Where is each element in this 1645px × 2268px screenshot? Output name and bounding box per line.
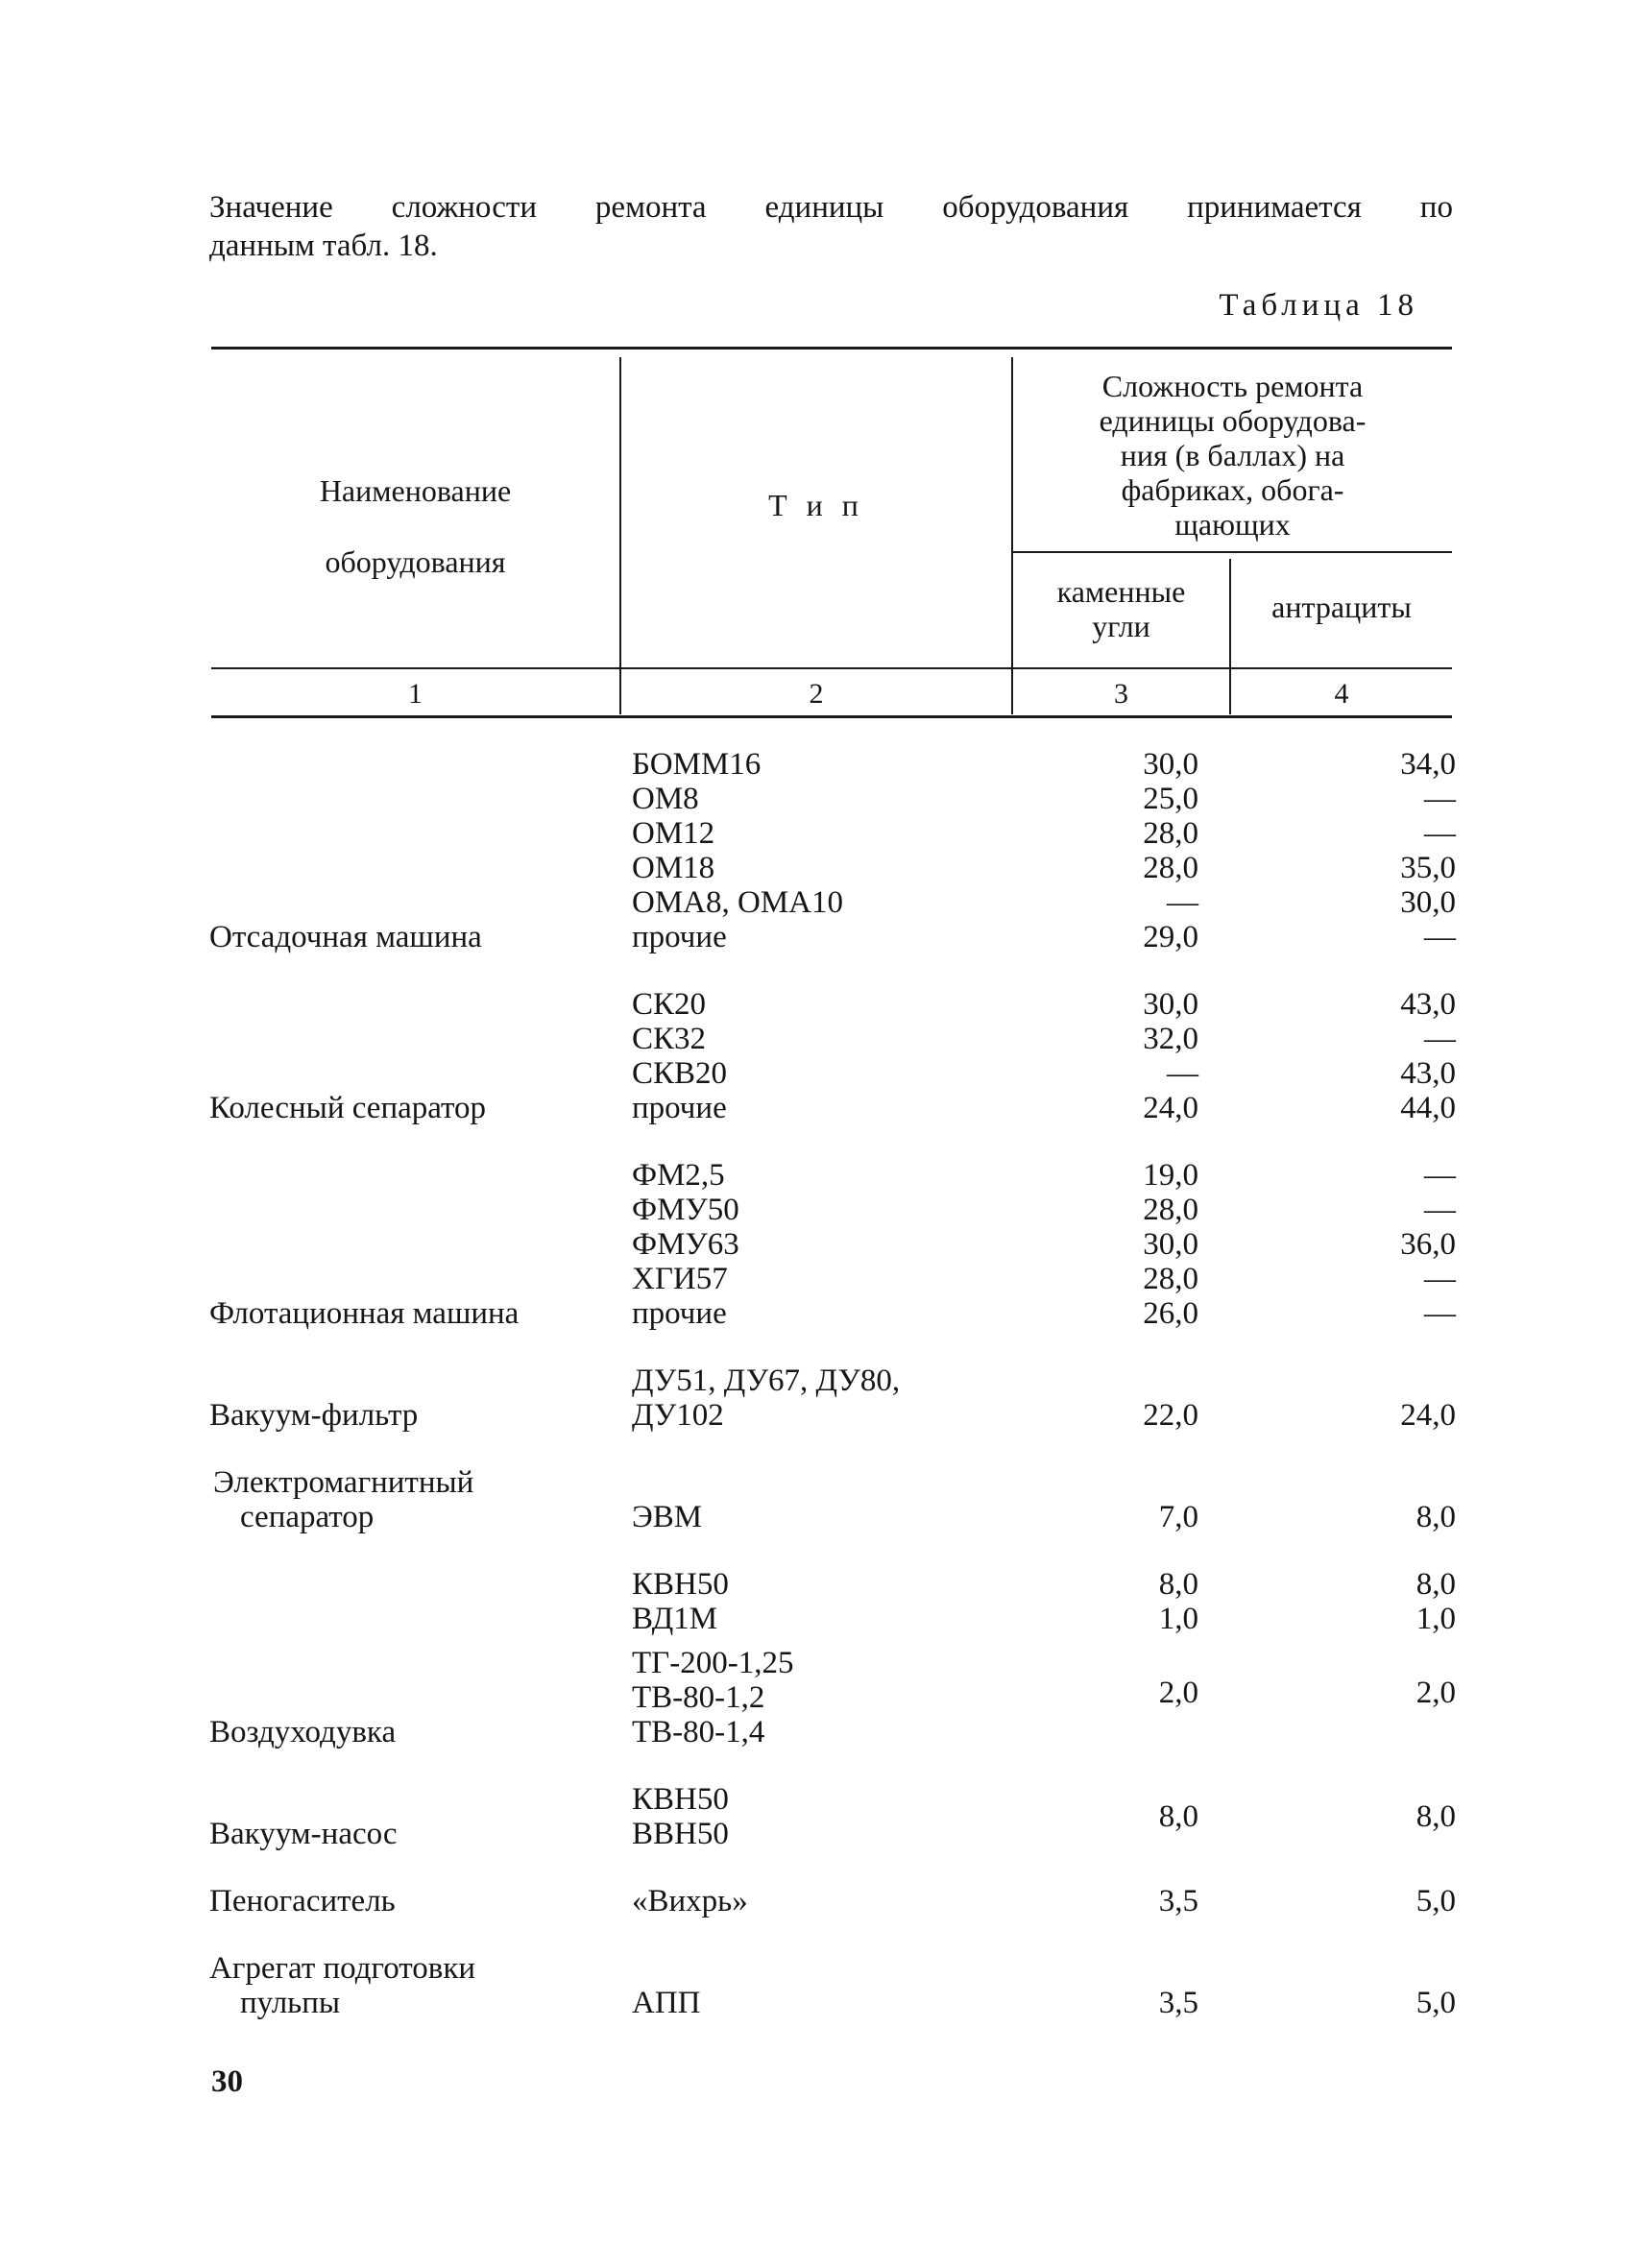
equipment-name [209,1567,632,1749]
type-cell: ФМУ63 [632,1227,739,1262]
intro-line-2: данным табл. 18. [209,229,438,263]
row-gap [209,954,1456,987]
type-line: ТВ-80-1,4 [632,1715,765,1749]
type-cell: «Вихрь» [632,1884,748,1918]
equipment-name [209,1884,632,1918]
type-cell: прочие [632,1091,727,1125]
anthracite-value: — [1424,1262,1456,1296]
equipment-name [209,1158,632,1331]
anthracite-value: — [1424,1296,1456,1331]
header-text: Наименование [319,473,512,508]
coal-value: 32,0 [1143,1022,1198,1056]
coal-value: — [1167,1056,1198,1091]
anthracite-value: — [1424,1022,1456,1056]
anthracite-value: — [1424,1193,1456,1227]
equipment-name-line: Вакуум-насос [209,1817,398,1851]
equipment-name-line: Флотационная машина [209,1296,520,1331]
equipment-name-line: Агрегат подготовки [209,1951,476,1986]
equipment-name [209,1465,632,1534]
coal-value: 19,0 [1143,1158,1198,1193]
coal-value: 22,0 [1143,1398,1198,1433]
type-line: ДУ102 [632,1398,724,1433]
coal-value: 2,0 [1158,1676,1198,1710]
equipment-name-line: Вакуум-фильтр [209,1398,419,1433]
row-gap [209,1433,1456,1465]
type-cell: СК20 [632,987,707,1022]
equipment-name [209,747,632,954]
anthracite-value: 5,0 [1415,1884,1456,1918]
type-cell: ВД1М [632,1602,718,1636]
table-row [209,1567,1456,1602]
equipment-name-line: Колесный сепаратор [209,1091,487,1125]
intro-paragraph [209,188,1453,265]
column-number: 1 [408,678,423,710]
header-group [1013,369,1452,542]
coal-value: 30,0 [1143,1227,1198,1262]
intro-word: по [1419,190,1453,225]
header-text: каменные [1056,574,1186,609]
table-row [209,1363,1456,1433]
header-text: единицы оборудова- [1099,403,1367,438]
header-text: угли [1092,609,1150,643]
type-cell: ОМ12 [632,816,715,851]
anthracite-value: 44,0 [1400,1091,1456,1125]
equipment-name-line: Воздуходувка [209,1715,397,1749]
anthracite-value: 8,0 [1415,1500,1456,1534]
anthracite-value: — [1424,1158,1456,1193]
column-number: 4 [1334,678,1349,710]
anthracite-value: 8,0 [1415,1799,1456,1834]
equipment-name-line: Электромагнитный [213,1465,474,1500]
coal-value: 25,0 [1143,782,1198,816]
header-text: ния (в баллах) на [1120,438,1345,472]
header-col-name [211,455,619,597]
anthracite-value: 24,0 [1400,1398,1456,1433]
equipment-name [209,1363,632,1433]
anthracite-value: 8,0 [1415,1567,1456,1602]
intro-line-1 [209,188,1453,227]
coal-value: 28,0 [1143,851,1198,885]
type-cell: прочие [632,1296,727,1331]
type-cell [632,1636,1021,1749]
type-cell: СК32 [632,1022,707,1056]
intro-word: ремонта [594,190,707,225]
header-col-anthracite: антрациты [1271,590,1412,624]
intro-word: единицы [764,190,884,225]
coal-value: 29,0 [1143,920,1198,954]
coal-value: 28,0 [1143,1193,1198,1227]
anthracite-value: — [1424,816,1456,851]
column-number: 2 [809,678,824,710]
equipment-name [209,987,632,1125]
type-cell: СКВ20 [632,1056,728,1091]
type-cell: ОМА8, ОМА10 [632,885,844,920]
coal-value: 26,0 [1143,1296,1198,1331]
anthracite-value: 43,0 [1400,987,1456,1022]
anthracite-value: — [1424,782,1456,816]
anthracite-value: 5,0 [1415,1986,1456,2020]
table-row [209,1465,1456,1534]
type-line: ВВН50 [632,1817,729,1851]
column-divider [619,357,621,714]
table-row [209,1884,1456,1918]
row-gap [209,1851,1456,1884]
anthracite-value: 35,0 [1400,851,1456,885]
intro-word: Значение [209,190,333,225]
coal-value: 28,0 [1143,1262,1198,1296]
type-cell [632,1363,1021,1433]
coal-value: 24,0 [1143,1091,1198,1125]
type-cell: АПП [632,1986,701,2020]
table-row [209,1951,1456,2020]
row-gap [209,1534,1456,1567]
table-row [209,1158,1456,1193]
type-cell: КВН50 [632,1567,729,1602]
coal-value: 3,5 [1158,1884,1198,1918]
header-text: Сложность ремонта [1101,369,1364,403]
page-number: 30 [211,2064,243,2099]
intro-word: принимается [1187,190,1362,225]
table-caption: Таблица 18 [1219,288,1418,323]
intro-word: оборудования [942,190,1129,225]
header-group-rule [1013,551,1452,553]
table-row [209,987,1456,1022]
column-numbers-rule [211,715,1452,718]
type-cell: ФМУ50 [632,1193,739,1227]
equipment-name-line: Пеногаситель [209,1884,396,1918]
type-cell: ОМ8 [632,782,699,816]
table-row [209,1782,1456,1851]
header-col-type: Т и п [768,488,864,522]
equipment-name [209,1782,632,1851]
anthracite-value: 30,0 [1400,885,1456,920]
type-line: ДУ51, ДУ67, ДУ80, [632,1363,901,1398]
intro-word: сложности [391,190,537,225]
type-cell: ЭВМ [632,1500,703,1534]
coal-value: 7,0 [1158,1500,1198,1534]
table-row [209,747,1456,782]
anthracite-value: 2,0 [1415,1676,1456,1710]
row-gap [209,1331,1456,1363]
row-gap [209,1749,1456,1782]
coal-value: 8,0 [1158,1567,1198,1602]
equipment-name [209,1951,632,2020]
anthracite-value: — [1424,920,1456,954]
coal-value: — [1167,885,1198,920]
anthracite-value: 36,0 [1400,1227,1456,1262]
coal-value: 28,0 [1143,816,1198,851]
coal-value: 30,0 [1143,987,1198,1022]
coal-value: 30,0 [1143,747,1198,782]
type-cell: прочие [632,920,727,954]
type-cell: ХГИ57 [632,1262,728,1296]
equipment-table [209,747,1456,2020]
header-top-rule [211,347,1452,350]
coal-value: 8,0 [1158,1799,1198,1834]
header-col-coal [1013,574,1229,643]
type-cell: БОММ16 [632,747,762,782]
equipment-name-line: сепаратор [240,1500,375,1534]
header-text: оборудования [325,544,506,579]
header-text: щающих [1174,507,1291,542]
row-gap [209,1125,1456,1158]
type-line: ТВ-80-1,2 [632,1680,765,1715]
type-cell [632,1782,1021,1851]
coal-value: 3,5 [1158,1986,1198,2020]
anthracite-value: 34,0 [1400,747,1456,782]
type-line: ТГ-200-1,25 [632,1646,794,1680]
type-cell: ОМ18 [632,851,715,885]
header-bottom-rule [211,667,1452,669]
anthracite-value: 1,0 [1415,1602,1456,1636]
coal-value: 1,0 [1158,1602,1198,1636]
equipment-name-line: Отсадочная машина [209,920,482,954]
type-cell: ФМ2,5 [632,1158,725,1193]
equipment-name-line: пульпы [240,1986,341,2020]
anthracite-value: 43,0 [1400,1056,1456,1091]
column-number: 3 [1114,678,1128,710]
type-line: КВН50 [632,1782,729,1817]
row-gap [209,1918,1456,1951]
header-text: фабриках, обога- [1121,472,1344,507]
